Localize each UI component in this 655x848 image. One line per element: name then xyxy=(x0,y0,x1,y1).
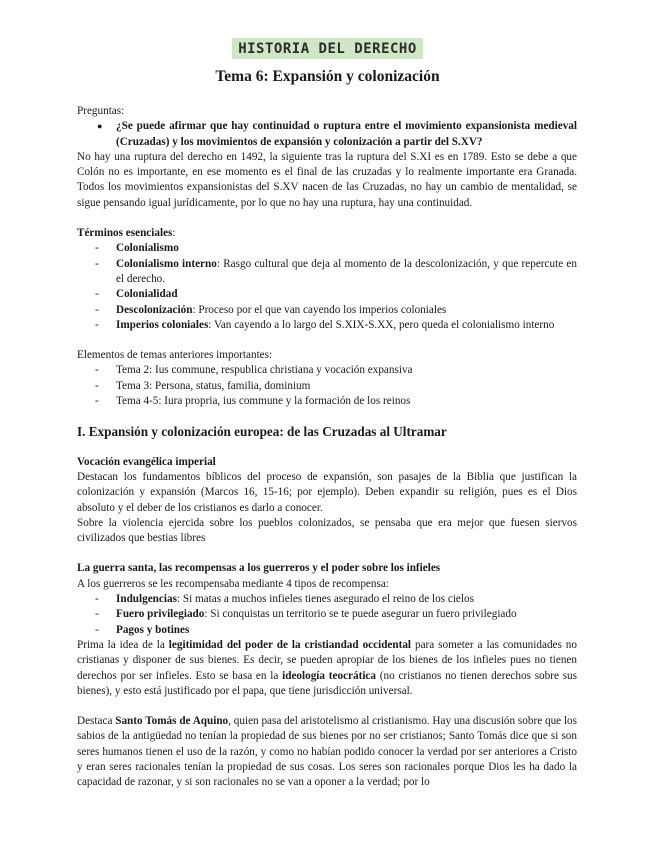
list-item: - Colonialidad xyxy=(77,287,577,302)
subheading-guerra: La guerra santa, las recompensas a los guerreros y el poder sobre los infieles xyxy=(77,562,441,575)
guerra-intro: A los guerreros se les recompensaba mediante 4 tipos de recompensa: xyxy=(77,577,389,590)
section-heading: I. Expansión y colonización europea: de las Cruzadas al Ultramar xyxy=(77,424,447,440)
document-body xyxy=(77,104,577,791)
dash-icon: - xyxy=(95,303,99,316)
dash-icon: - xyxy=(95,593,99,606)
dash-icon: - xyxy=(95,395,99,408)
dash-icon: - xyxy=(95,379,99,392)
list-item: - Imperios coloniales: Van cayendo a lo largo del S.XIX-S.XX, pero queda el colonialismo interno xyxy=(77,318,577,333)
list-item: - Indulgencias: Si matas a muchos infieles tienes asegurado el reino de los cielos xyxy=(77,592,577,607)
dash-icon: - xyxy=(95,242,99,255)
header xyxy=(0,38,655,59)
course-tag: HISTORIA DEL DERECHO xyxy=(232,38,423,59)
dash-icon: - xyxy=(95,623,99,636)
dash-icon: - xyxy=(95,608,99,621)
dash-icon: - xyxy=(95,318,99,331)
tomas-paragraph: Destaca Santo Tomás de Aquino, quien pasa del aristotelismo al cristianismo. Hay una discusión sobre que los sabios de la antigüedad no tenían la propiedad de sus bienes por no ser cristianos; Santo Tomás dice que si son seres humanos tienen el uso de la razón, y como no habían podido conocer la verdad por ser anteriores a Cristo y eran seres racionales tenían la propiedad de sus cosas. Los seres son racionales porque Dios les ha dado la capacidad de razonar, y si son racionales no se van a oponer a la verdad; por lo xyxy=(77,715,578,789)
list-item: - Fuero privilegiado: Si conquistas un territorio se te puede asegurar un fuero privilegiado xyxy=(77,607,577,622)
terminos-list xyxy=(77,241,577,333)
list-item: - Colonialismo xyxy=(77,241,577,256)
subheading-vocacion: Vocación evangélica imperial xyxy=(77,455,216,468)
list-item: - Tema 3: Persona, status, familia, dominium xyxy=(77,379,577,394)
dash-icon: - xyxy=(95,288,99,301)
list-item: - Pagos y botines xyxy=(77,623,577,638)
vocacion-paragraph-2: Sobre la violencia ejercida sobre los pueblos colonizados, se pensaba que era mejor que fuesen siervos civilizados que bestias libres xyxy=(77,516,577,545)
vocacion-paragraph-1: Destacan los fundamentos bíblicos del proceso de expansión, son pasajes de la Biblia que justifican la colonización y expansión (Marcos 16, 15-16; por ejemplo). Deben expandir su religión, pues es el Dios absoluto y el deber de los cristianos es darlo a conocer. xyxy=(77,470,577,514)
question-list xyxy=(77,119,577,150)
list-item: - Tema 2: Ius commune, respublica christiana y vocación expansiva xyxy=(77,363,577,378)
elementos-heading: Elementos de temas anteriores importantes: xyxy=(77,349,273,362)
preguntas-label: Preguntas: xyxy=(77,105,125,117)
dash-icon: - xyxy=(95,364,99,377)
list-item: - Descolonización: Proceso por el que van cayendo los imperios coloniales xyxy=(77,303,577,318)
list-item: - Tema 4-5: Iura propria, ius commune y la formación de los reinos xyxy=(77,394,577,409)
legitimidad-paragraph: Prima la idea de la legitimidad del poder de la cristiandad occidental para someter a las comunidades no cristianas y disponer de sus bienes. Es decir, se pueden apropiar de los bienes de los infieles pues no tienen derechos por ser infieles. Esto se basa en la ideología teocrática (no cristianos no tienen derechos sobre sus bienes), y esto está justificado por el papa, que tiene jurisdicción universal. xyxy=(77,638,578,697)
terminos-heading: Términos esenciales: xyxy=(77,227,176,240)
recompensas-list xyxy=(77,592,577,638)
list-item: - Colonialismo interno: Rasgo cultural que deja al momento de la descolonización, y que repercute en el derecho. xyxy=(95,257,577,285)
elementos-list xyxy=(77,363,577,409)
answer-paragraph: No hay una ruptura del derecho en 1492, la siguiente tras la ruptura del S.XI es en 1789. Esto se debe a que Colón no es importante, en ese momento es el final de las cruzadas y lo realmente importante era Granada. Todos los movimientos expansionistas del S.XV nacen de las Cruzadas, no hay un cambio de mentalidad, se sigue pensando igual jurídicamente, por lo que no hay una ruptura, hay una continuidad. xyxy=(77,150,577,209)
document-title: Tema 6: Expansión y colonización xyxy=(215,68,440,85)
bullet-dot-icon: ● xyxy=(97,121,103,132)
dash-icon: - xyxy=(95,257,99,270)
question-text: ¿Se puede afirmar que hay continuidad o ruptura entre el movimiento expansionista medieval (Cruzadas) y los movimientos de expansión y colonización a partir del S.XV? xyxy=(116,120,577,148)
question-item xyxy=(77,119,577,150)
